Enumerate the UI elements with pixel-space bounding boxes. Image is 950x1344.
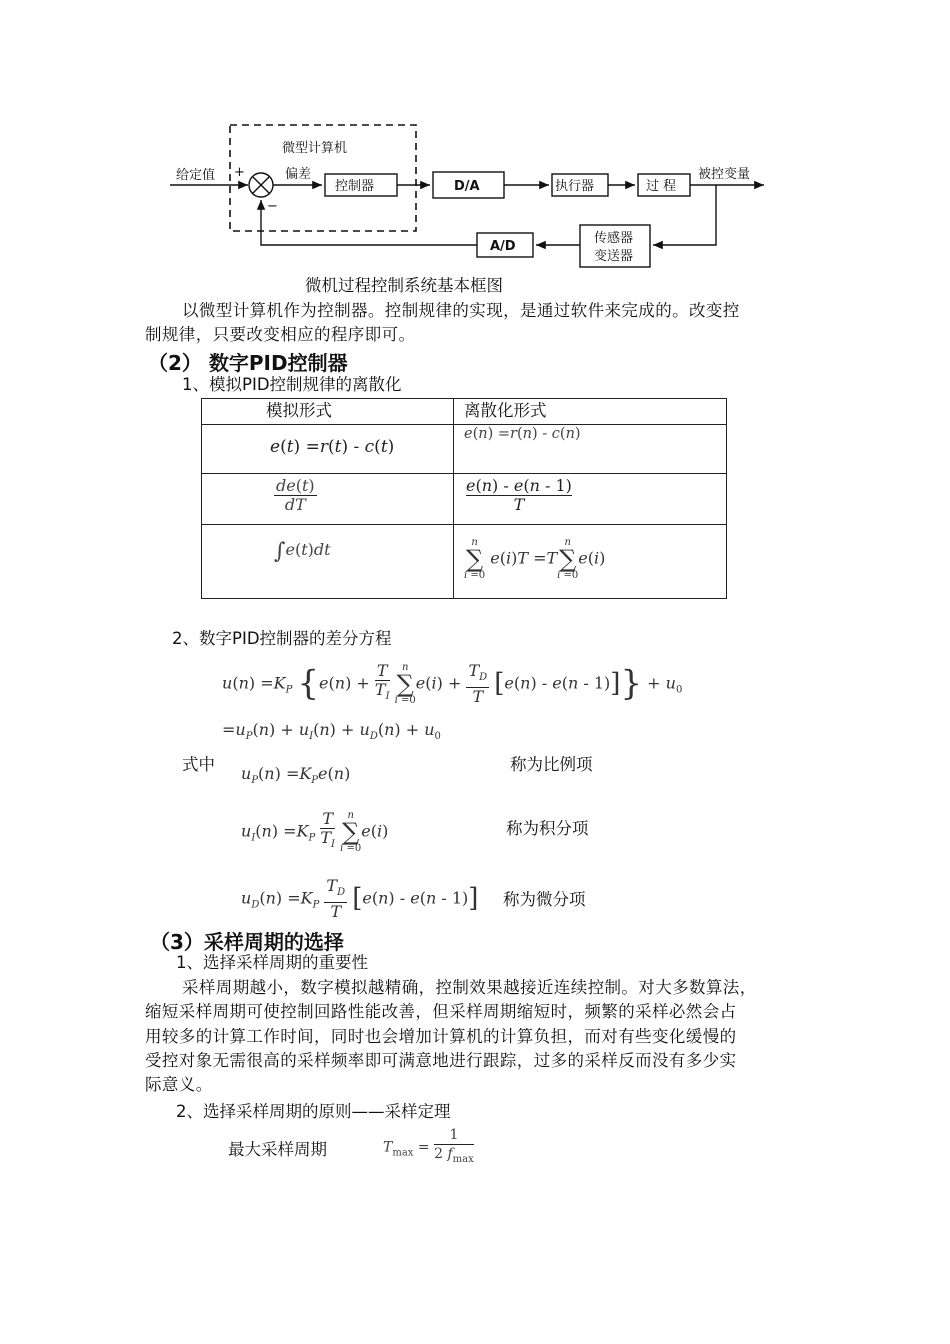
shizhong-label: 式中 bbox=[182, 755, 215, 774]
process-label: 过 程 bbox=[646, 179, 677, 194]
minus-sign: − bbox=[267, 199, 278, 214]
summing-junction bbox=[249, 173, 273, 197]
actuator-label: 执行器 bbox=[555, 179, 595, 194]
discretization-table bbox=[201, 398, 727, 599]
section3-sub2: 2、选择采样周期的原则——采样定理 bbox=[176, 1102, 451, 1121]
section3-para-line1: 采样周期越小，数字模拟越精确，控制效果越接近连续控制。对大多数算法， bbox=[182, 978, 757, 997]
error-label: 偏差 bbox=[285, 167, 312, 182]
formula-tmax: $T_{max}$ = $\frac{1}{2 f_{max}}$ bbox=[383, 1127, 474, 1165]
section3-heading: （3）采样周期的选择 bbox=[150, 930, 344, 954]
header-discrete: 离散化形式 bbox=[464, 401, 547, 420]
intro-line-2: 制规律，只要改变相应的程序即可。 bbox=[145, 325, 416, 344]
ad-label: A/D bbox=[490, 239, 516, 254]
controller-label: 控制器 bbox=[335, 179, 375, 194]
formula-analog-derivative: $\frac{de(t)}{dT}$ bbox=[276, 476, 315, 514]
formula-ui: $u_I(n) =K_P$ $\frac{T}{T_I}$ n ∑ i =0 e(i) bbox=[241, 809, 389, 854]
max-period-label: 最大采样周期 bbox=[228, 1140, 327, 1159]
section3-para-line3: 用较多的计算工作时间，同时也会增加计算机的计算负担，而对有些变化缓慢的 bbox=[145, 1027, 737, 1046]
formula-ud: $u_D(n) =K_P$ $\frac{T_D}{T}$ [e(n) - e(n - 1)] bbox=[241, 876, 479, 921]
section3-para-line5: 际意义。 bbox=[145, 1075, 213, 1094]
input-label: 给定值 bbox=[176, 168, 216, 183]
term-derivative: 称为微分项 bbox=[503, 890, 586, 909]
computer-label: 微型计算机 bbox=[282, 141, 348, 156]
da-label: D/A bbox=[454, 179, 480, 194]
intro-line-1: 以微型计算机作为控制器。控制规律的实现，是通过软件来完成的。改变控 bbox=[182, 301, 740, 320]
section2-sub2: 2、数字PID控制器的差分方程 bbox=[172, 629, 392, 648]
formula-discrete-sum: n ∑ i =0 e(i)T =T n ∑ i =0 e(i) bbox=[464, 537, 606, 581]
formula-up: $u_P(n) =K_Pe(n)$ bbox=[241, 764, 351, 786]
term-proportional: 称为比例项 bbox=[510, 755, 593, 774]
section3-sub1: 1、选择采样周期的重要性 bbox=[176, 953, 368, 972]
control-block-diagram bbox=[170, 115, 770, 275]
formula-discrete-error: e(n) =r(n) - c(n) bbox=[464, 426, 581, 442]
formula-discrete-derivative: $\frac{e(n) - e(n - 1)}{T}$ bbox=[466, 476, 572, 514]
section3-para-line2: 缩短采样周期可使控制回路性能改善，但采样周期缩短时，频繁的采样必然会占 bbox=[145, 1002, 737, 1021]
sensor-label-1: 传感器 bbox=[594, 231, 634, 246]
pid-equation-line2: $=u_P(n) + u_I(n) + u_D(n) + u_0$ bbox=[222, 720, 441, 742]
header-analog: 模拟形式 bbox=[266, 401, 332, 420]
diagram-caption: 微机过程控制系统基本框图 bbox=[305, 276, 503, 295]
output-label: 被控变量 bbox=[698, 167, 751, 182]
formula-analog-integral: ∫e(t)dt bbox=[274, 539, 331, 564]
plus-sign: + bbox=[234, 165, 245, 180]
sensor-label-2: 变送器 bbox=[594, 249, 634, 264]
formula-analog-error: e(t) =r(t) - c(t) bbox=[270, 437, 395, 457]
pid-equation-line1: $u(n) =K_P$ {e(n) + $\frac{T}{T_I}$ n ∑ i =0 e(i) + $\frac{T_D}{T}$ $[e(n) - e(n - 1)]\} + u_0$ bbox=[222, 661, 683, 706]
section3-para-line4: 受控对象无需很高的采样频率即可满意地进行跟踪，过多的采样反而没有多少实 bbox=[145, 1051, 737, 1070]
term-integral: 称为积分项 bbox=[506, 819, 589, 838]
section2-heading: （2） 数字PID控制器 bbox=[148, 351, 348, 375]
section2-sub1: 1、模拟PID控制规律的离散化 bbox=[182, 375, 402, 394]
